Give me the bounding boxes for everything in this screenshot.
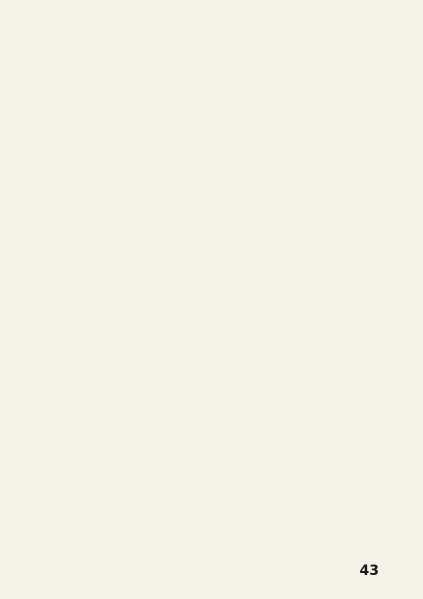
paragraph-continuation xyxy=(54,34,372,68)
body-text xyxy=(54,34,372,556)
page-number: 43 xyxy=(359,563,379,579)
paragraph-inspector xyxy=(54,518,372,556)
paragraph-council-agreement xyxy=(54,262,372,448)
paragraph-brandt-note xyxy=(54,68,372,262)
paragraph-promises xyxy=(54,448,372,518)
